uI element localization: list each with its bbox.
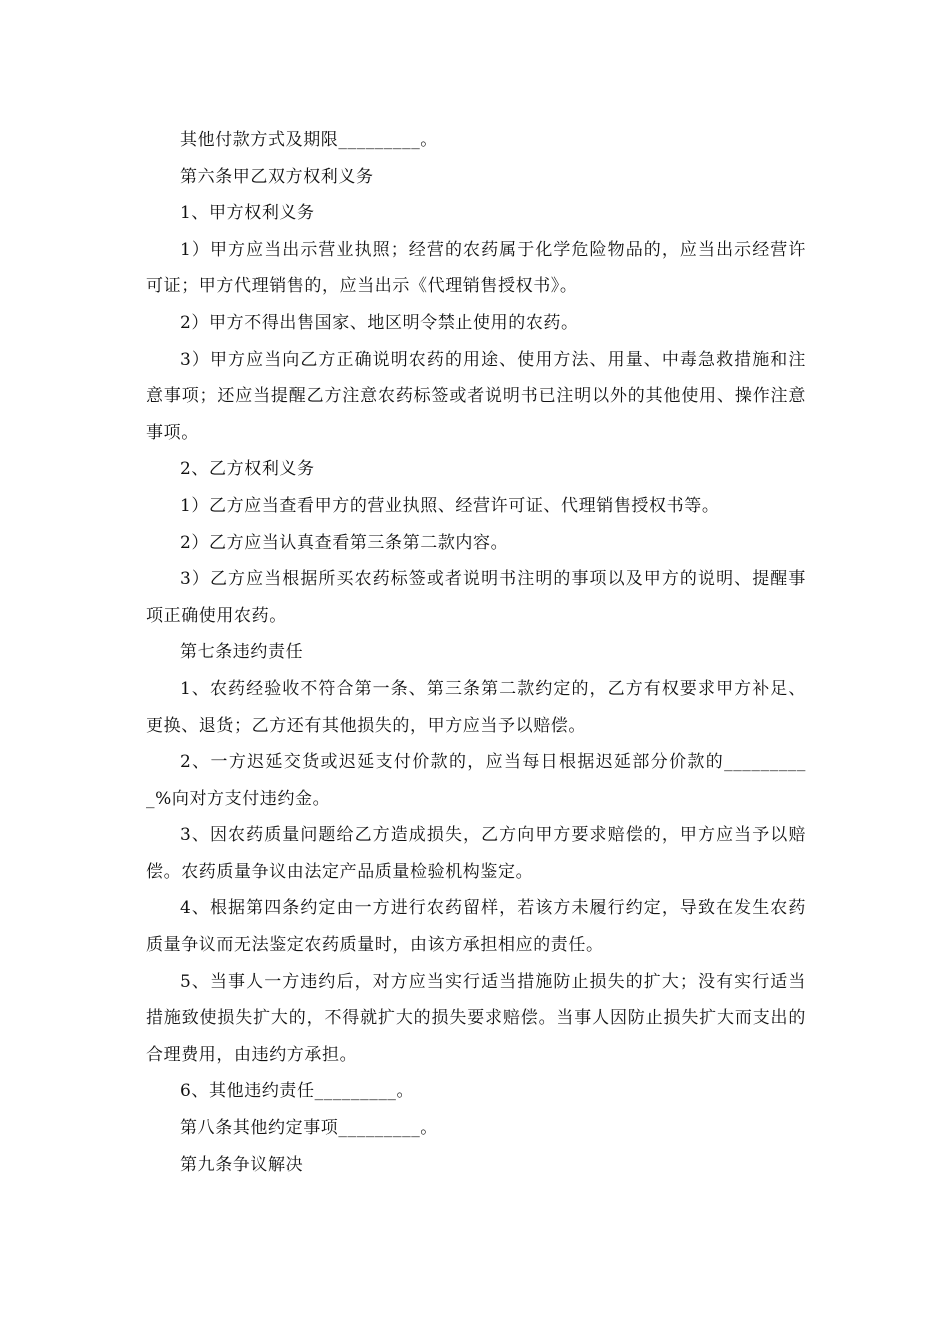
paragraph-breach-4: 4、根据第四条约定由一方进行农药留样，若该方未履行约定，导致在发生农药质量争议而无法鉴定农药质量时，由该方承担相应的责任。 (146, 898, 806, 956)
subheading-party-b-rights: 2、乙方权利义务 (180, 459, 315, 480)
paragraph-b-1: 1）乙方应当查看甲方的营业执照、经营许可证、代理销售授权书等。 (180, 495, 720, 516)
heading-article-7: 第七条违约责任 (180, 642, 304, 663)
paragraph-a-1: 1）甲方应当出示营业执照；经营的农药属于化学危险物品的，应当出示经营许可证；甲方代理销售的，应当出示《代理销售授权书》。 (146, 239, 806, 297)
paragraph-breach-2: 2、一方迟延交货或迟延支付价款的，应当每日根据迟延部分价款的__________%向对方支付违约金。 (146, 752, 806, 809)
paragraph-b-2: 2）乙方应当认真查看第三条第二款内容。 (180, 532, 509, 553)
paragraph-breach-1: 1、农药经验收不符合第一条、第三条第二款约定的，乙方有权要求甲方补足、更换、退货；乙方还有其他损失的，甲方应当予以赔偿。 (146, 678, 806, 736)
heading-article-9: 第九条争议解决 (180, 1154, 304, 1175)
paragraph-breach-6: 6、其他违约责任_________。 (180, 1081, 415, 1102)
paragraph-breach-3: 3、因农药质量问题给乙方造成损失，乙方向甲方要求赔偿的，甲方应当予以赔偿。农药质量争议由法定产品质量检验机构鉴定。 (146, 825, 806, 882)
paragraph-breach-5: 5、当事人一方违约后，对方应当实行适当措施防止损失的扩大；没有实行适当措施致使损失扩大的，不得就扩大的损失要求赔偿。当事人因防止损失扩大而支出的合理费用，由违约方承担。 (146, 971, 806, 1065)
paragraph-b-3: 3）乙方应当根据所买农药标签或者说明书注明的事项以及甲方的说明、提醒事项正确使用农药。 (146, 569, 806, 626)
subheading-party-a-rights: 1、甲方权利义务 (180, 203, 315, 224)
paragraph-payment-terms: 其他付款方式及期限_________。 (180, 130, 438, 150)
paragraph-a-2: 2）甲方不得出售国家、地区明令禁止使用的农药。 (180, 312, 579, 333)
heading-article-6: 第六条甲乙双方权利义务 (180, 166, 374, 187)
heading-article-8: 第八条其他约定事项_________。 (180, 1118, 438, 1139)
document-body (146, 122, 806, 1183)
paragraph-a-3: 3）甲方应当向乙方正确说明农药的用途、使用方法、用量、中毒急救措施和注意事项；还应当提醒乙方注意农药标签或者说明书已注明以外的其他使用、操作注意事项。 (146, 349, 806, 443)
